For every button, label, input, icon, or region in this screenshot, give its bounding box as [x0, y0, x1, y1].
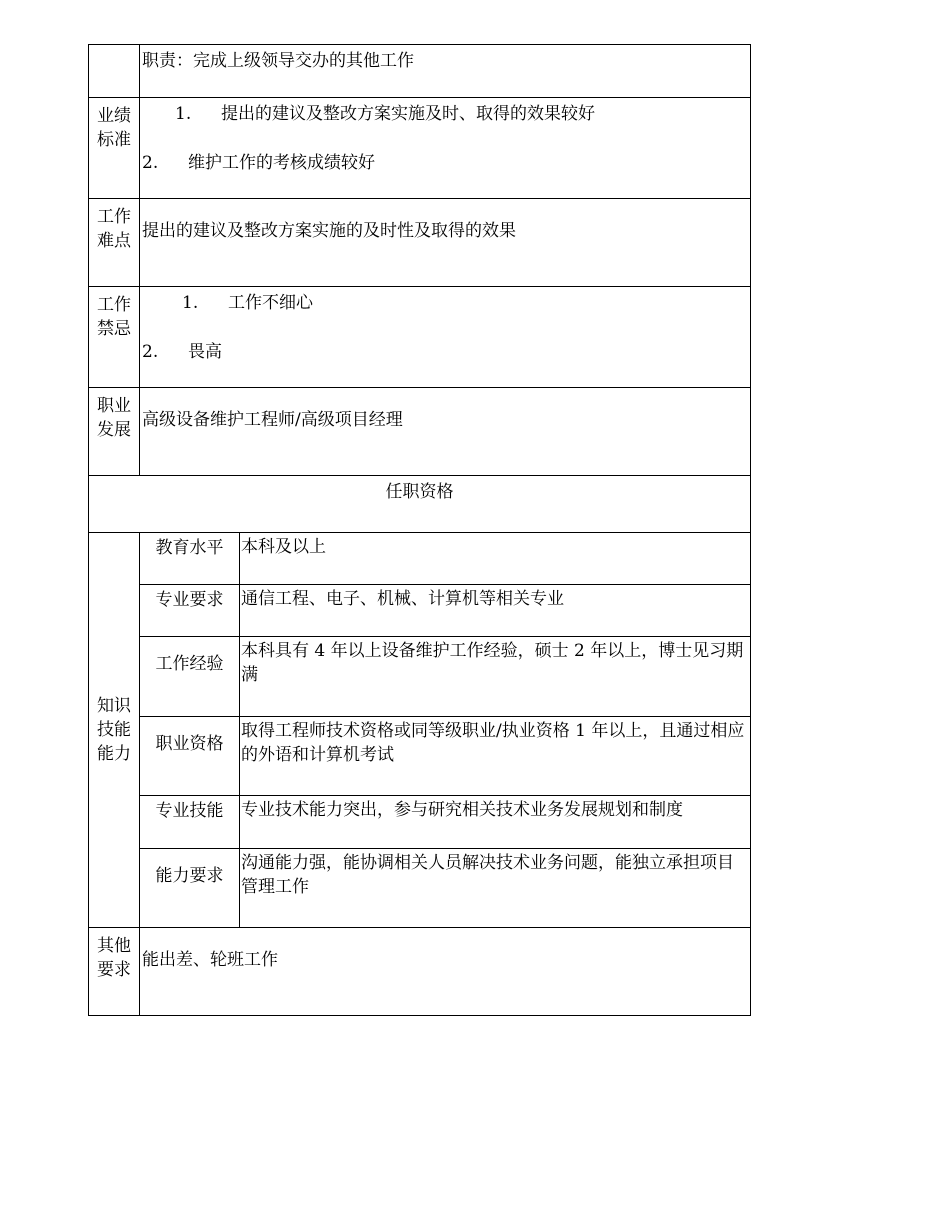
- qualification-label: 专业要求: [140, 585, 240, 637]
- career-row: [89, 388, 751, 476]
- qualification-value: 通信工程、电子、机械、计算机等相关专业: [240, 585, 751, 637]
- other-text: 能出差、轮班工作: [140, 928, 751, 1016]
- other-row: [89, 928, 751, 1016]
- duty-label-cell: [89, 45, 140, 98]
- qualification-row: [89, 717, 751, 796]
- qualification-value: 沟通能力强，能协调相关人员解决技术业务问题，能独立承担项目管理工作: [240, 849, 751, 928]
- qualification-value: 本科具有 4 年以上设备维护工作经验，硕士 2 年以上，博士见习期满: [240, 637, 751, 717]
- qualification-value: 专业技术能力突出，参与研究相关技术业务发展规划和制度: [240, 796, 751, 849]
- qualification-row: [89, 585, 751, 637]
- qualification-label: 职业资格: [140, 717, 240, 796]
- qualification-label: 能力要求: [140, 849, 240, 928]
- career-text: 高级设备维护工程师/高级项目经理: [140, 388, 751, 476]
- qualification-title: 任职资格: [89, 476, 751, 533]
- other-label: 其他 要求: [89, 928, 140, 1016]
- performance-label: 业绩 标准: [89, 98, 140, 199]
- taboo-label: 工作 禁忌: [89, 287, 140, 388]
- job-description-document: [88, 44, 750, 1016]
- difficulty-row: [89, 199, 751, 287]
- taboo-item-1: 1. 工作不细心: [182, 293, 313, 313]
- performance-item-2: 2. 维护工作的考核成绩较好: [142, 153, 375, 173]
- qualification-value: 本科及以上: [240, 533, 751, 585]
- difficulty-text: 提出的建议及整改方案实施的及时性及取得的效果: [140, 199, 751, 287]
- qualification-value: 取得工程师技术资格或同等级职业/执业资格 1 年以上，且通过相应的外语和计算机考试: [240, 717, 751, 796]
- taboo-content: [140, 287, 751, 388]
- performance-row: [89, 98, 751, 199]
- career-label: 职业 发展: [89, 388, 140, 476]
- duty-text: 职责：完成上级领导交办的其他工作: [140, 45, 751, 98]
- qualification-row: [89, 637, 751, 717]
- qualification-row: [89, 796, 751, 849]
- taboo-row: [89, 287, 751, 388]
- performance-content: [140, 98, 751, 199]
- performance-item-1: 1. 提出的建议及整改方案实施及时、取得的效果较好: [175, 104, 595, 124]
- duty-row: [89, 45, 751, 98]
- qualification-row: [89, 533, 751, 585]
- qualification-label: 工作经验: [140, 637, 240, 717]
- knowledge-skill-label: 知识 技能 能力: [89, 533, 140, 928]
- taboo-item-2: 2. 畏高: [142, 342, 222, 362]
- job-description-table: [88, 44, 751, 1016]
- difficulty-label: 工作 难点: [89, 199, 140, 287]
- qualification-title-row: [89, 476, 751, 533]
- qualification-row: [89, 849, 751, 928]
- qualification-label: 专业技能: [140, 796, 240, 849]
- qualification-label: 教育水平: [140, 533, 240, 585]
